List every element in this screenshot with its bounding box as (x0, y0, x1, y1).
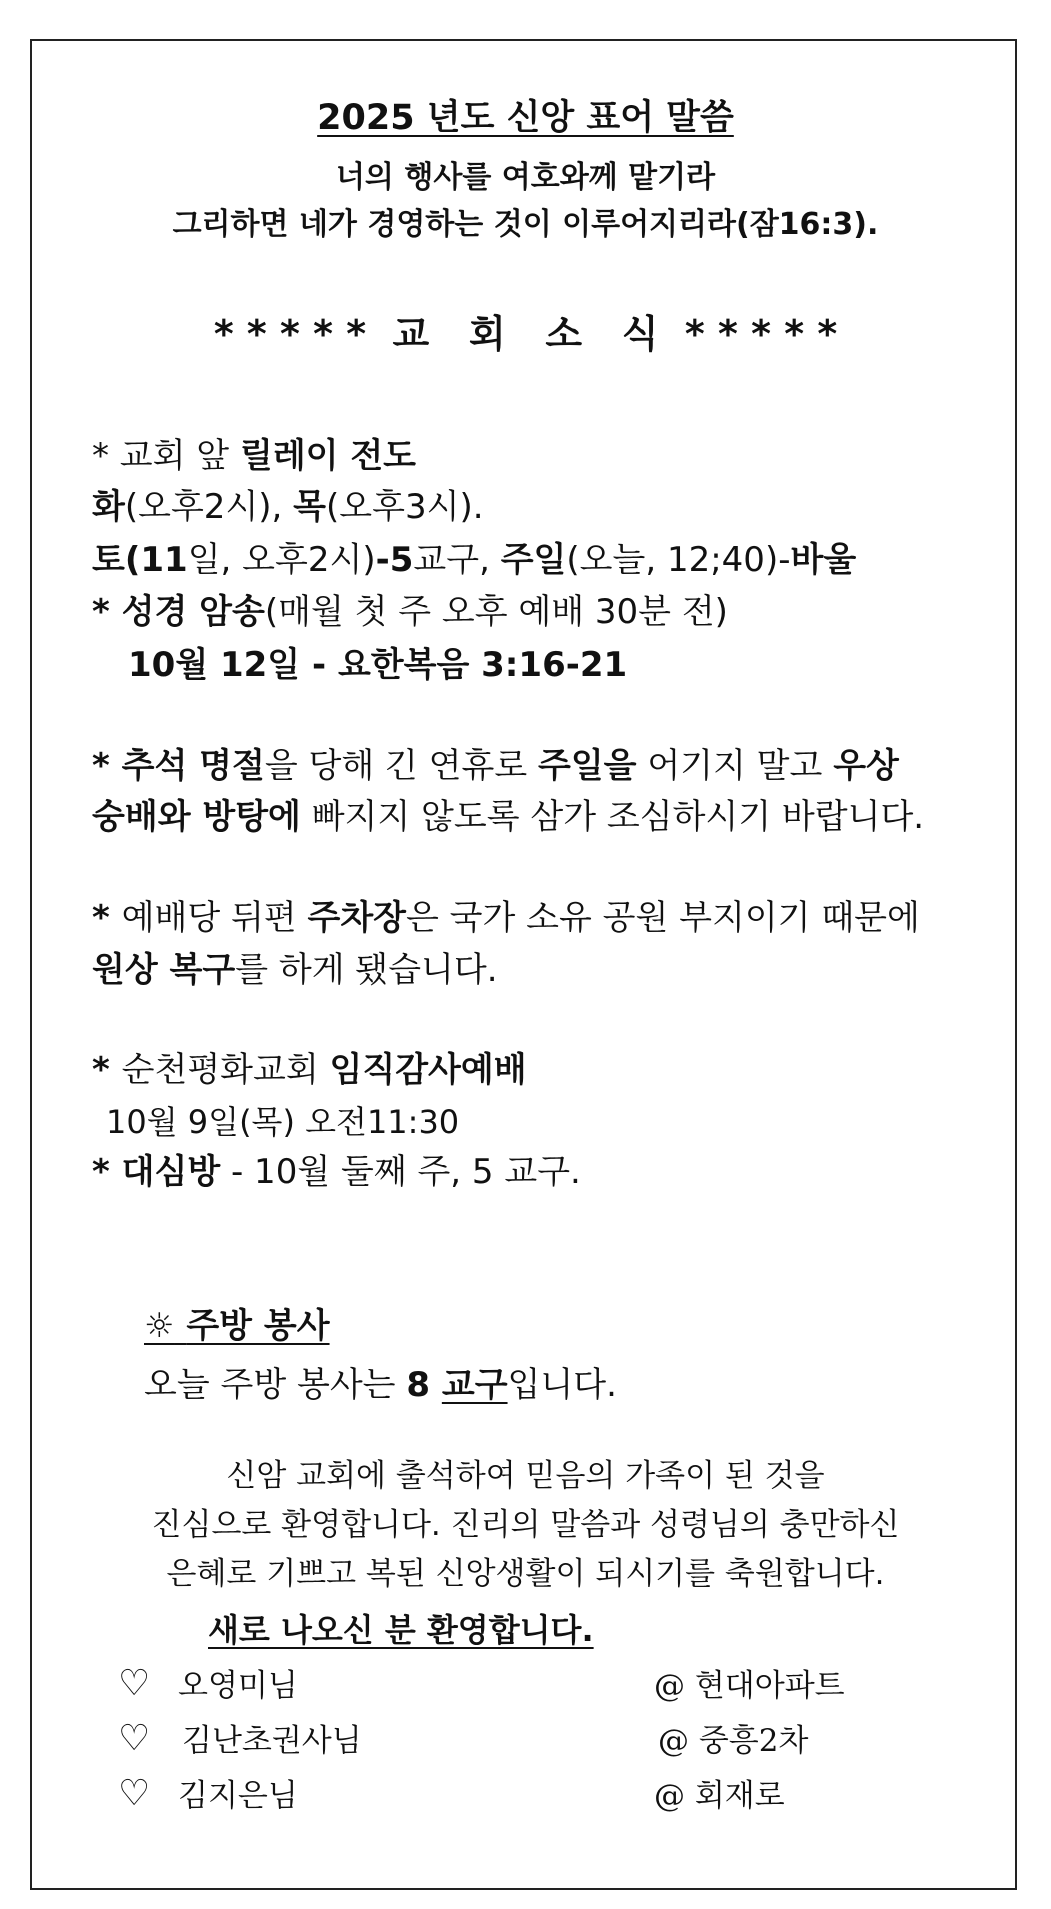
newcomer-location: @ 현대아파트 (654, 1668, 845, 1704)
newcomer-location: @ 회재로 (654, 1778, 785, 1814)
chuseok-notice-line2: 숭배와 방탕에 빠지지 않도록 삼가 조심하시기 바랍니다. (92, 797, 925, 837)
heart-icon: ♡ (118, 1773, 151, 1814)
bible-memorization-heading: * 성경 암송(매월 첫 주 오후 예배 30분 전) (92, 592, 728, 632)
visitation-notice: * 대심방 - 10월 둘째 주, 5 교구. (92, 1152, 581, 1192)
heart-icon: ♡ (118, 1718, 151, 1759)
welcome-line3: 은혜로 기쁘고 복된 신앙생활이 되시기를 축원합니다. (166, 1556, 885, 1592)
kitchen-service-heading: ☼ 주방 봉사 (144, 1306, 330, 1346)
sun-icon: ☼ (144, 1306, 175, 1346)
bible-memorization-passage: 10월 12일 - 요한복음 3:16-21 (128, 645, 628, 685)
newcomer-location: @ 중흥2차 (658, 1723, 809, 1759)
newcomer-name: 오영미님 (178, 1668, 298, 1704)
newcomer-name: 김지은님 (178, 1778, 298, 1814)
welcome-line1: 신암 교회에 출석하여 믿음의 가족이 된 것을 (226, 1458, 825, 1494)
welcome-line2: 진심으로 환영합니다. 진리의 말씀과 성령님의 충만하신 (151, 1507, 900, 1543)
ordination-service-time: 10월 9일(목) 오전11:30 (106, 1103, 460, 1141)
parking-notice-line2: 원상 복구를 하게 됐습니다. (92, 950, 498, 990)
motto-verse-line2: 그리하면 네가 경영하는 것이 이루어지리라(잠16:3). (172, 207, 879, 242)
relay-weekend-times: 토(11일, 오후2시)-5교구, 주일(오늘, 12;40)-바울 (92, 540, 857, 580)
kitchen-service-detail: 오늘 주방 봉사는 8 교구입니다. (144, 1365, 617, 1405)
motto-verse-line1: 너의 행사를 여호와께 맡기라 (335, 160, 716, 195)
ordination-service-heading: * 순천평화교회 임직감사예배 (92, 1050, 527, 1090)
chuseok-notice-line1: * 추석 명절을 당해 긴 연휴로 주일을 어기지 말고 우상 (92, 746, 899, 786)
church-news-title: * * * * * 교 회 소 식 * * * * * (213, 312, 838, 356)
newcomer-welcome-title: 새로 나오신 분 환영합니다. (208, 1611, 594, 1649)
newcomer-name: 김난초권사님 (182, 1723, 362, 1759)
heart-icon: ♡ (118, 1663, 151, 1704)
motto-title: 2025 년도 신앙 표어 말씀 (317, 98, 734, 138)
relay-weekday-times: 화(오후2시), 목(오후3시). (92, 487, 484, 527)
parking-notice-line1: * 예배당 뒤편 주차장은 국가 소유 공원 부지이기 때문에 (92, 898, 920, 938)
relay-evangelism-heading: * 교회 앞 릴레이 전도 (92, 436, 417, 476)
